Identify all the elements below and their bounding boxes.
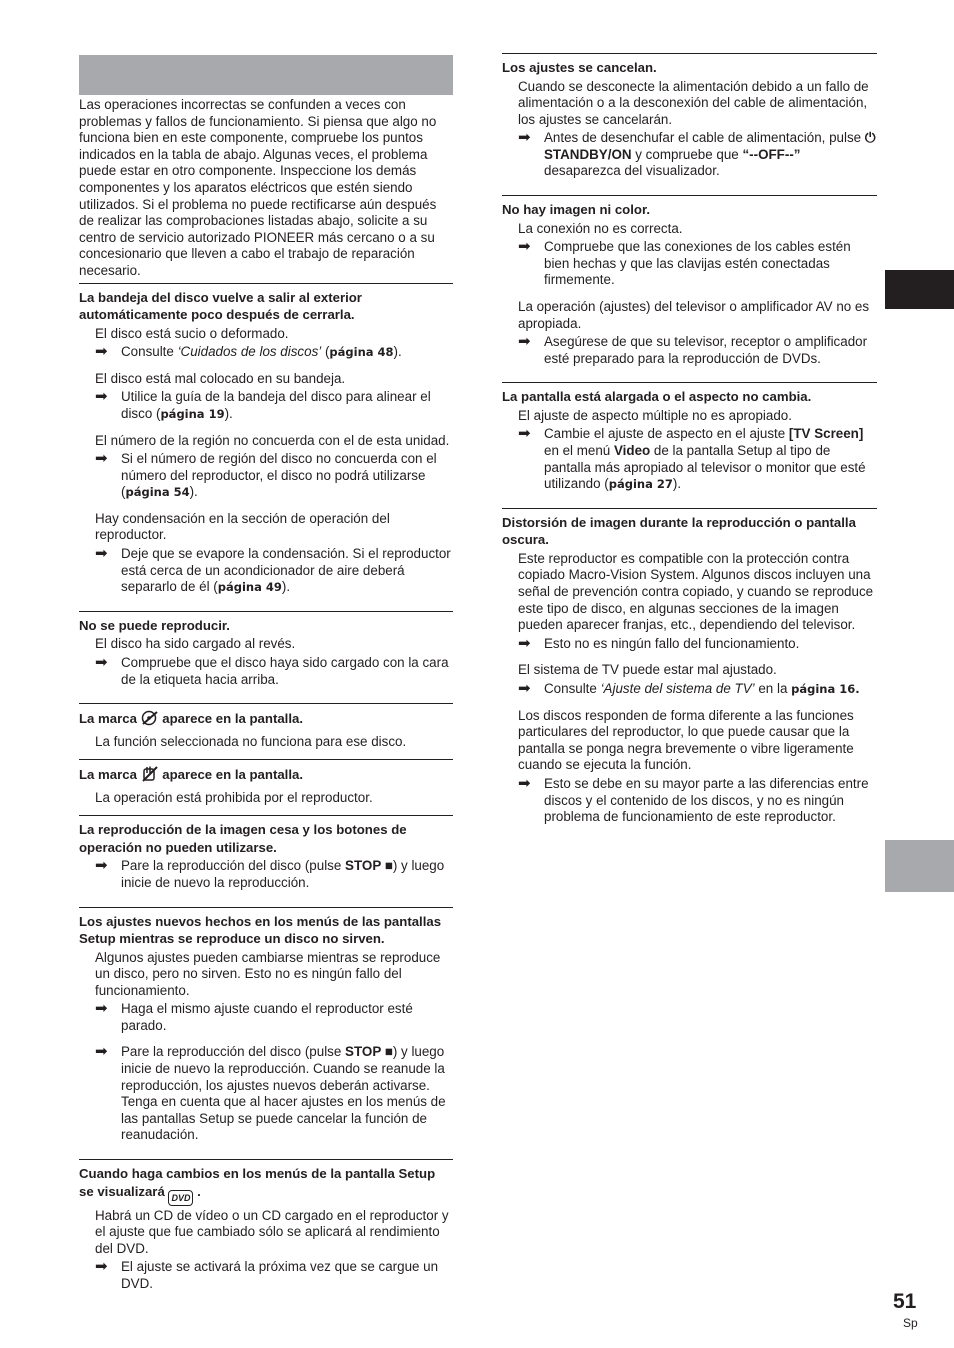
fix-item: ➡ Compruebe que las conexiones de los cables estén bien hechas y que las clavijas estén conectadas firmemente. bbox=[518, 238, 851, 288]
cause-item bbox=[95, 371, 453, 423]
cause-text: El número de la región no concuerda con el de esta unidad. bbox=[95, 432, 450, 448]
section-title: La bandeja del disco vuelve a salir al exterior automáticamente poco después de cerrarla. bbox=[79, 289, 362, 323]
fix-item: ➡ Utilice la guía de la bandeja del disco para alinear el disco (página 19). bbox=[95, 388, 431, 421]
section-dvd-icon-shown bbox=[79, 1159, 453, 1304]
arrow-icon: ➡ bbox=[95, 1000, 108, 1018]
section-title: La marca aparece en la pantalla. bbox=[79, 709, 453, 732]
fix-item: ➡ Pare la reproducción del disco (pulse STOP ■) y luego inicie de nuevo la reproducción. bbox=[95, 857, 445, 890]
fix-item: ➡ Consulte ‘Cuidados de los discos’ (página 48). bbox=[95, 343, 402, 361]
cause-text: La conexión no es correcta. bbox=[518, 220, 683, 236]
section-title: No hay imagen ni color. bbox=[502, 202, 651, 218]
cause-text: El sistema de TV puede estar mal ajustado. bbox=[518, 662, 777, 678]
cause-item bbox=[518, 79, 877, 181]
section-title: La pantalla está alargada o el aspecto no cambia. bbox=[502, 389, 812, 405]
cause-text: La función seleccionada no funciona para ese disco. bbox=[95, 733, 407, 749]
cause-text: Hay condensación en la sección de operación del reproductor. bbox=[95, 510, 390, 543]
cause-item bbox=[518, 408, 877, 493]
chapter-tab-marker bbox=[885, 840, 954, 892]
fix-item: ➡ Esto se debe en su mayor parte a las diferencias entre discos y el contenido de los discos, y no es ningún problema de funcionamiento de este reproductor. bbox=[518, 774, 869, 825]
section-no-picture bbox=[502, 195, 877, 379]
section-header-bar bbox=[79, 55, 453, 95]
cause-item bbox=[518, 551, 877, 653]
section-title: Cuando haga cambios en los menús de la pantalla Setup se visualizará DVD . bbox=[79, 1165, 453, 1206]
fix-item: ➡ Antes de desenchufar el cable de alimentación, pulse ⏻ STANDBY/ON y compruebe que “--OFF--” desaparezca del visualizador. bbox=[518, 129, 876, 179]
section-title: Los ajustes se cancelan. bbox=[502, 60, 657, 75]
cause-item bbox=[518, 299, 877, 367]
hand-prohibited-icon bbox=[141, 765, 159, 788]
cause-item bbox=[95, 511, 453, 596]
section-mark-prohibited bbox=[79, 759, 453, 812]
right-column bbox=[502, 53, 877, 838]
cause-text: Habrá un CD de vídeo o un CD cargado en el reproductor y el ajuste que fue cambiado sólo se aplicará al rendimiento del DVD. bbox=[95, 1207, 449, 1256]
disc-prohibited-icon bbox=[141, 709, 159, 732]
arrow-icon: ➡ bbox=[95, 857, 108, 875]
cause-text: Algunos ajustes pueden cambiarse mientras se reproduce un disco, pero no sirven. Esto no es ningún fallo del funcionamiento. bbox=[95, 949, 441, 998]
cause-item bbox=[95, 636, 453, 688]
arrow-icon: ➡ bbox=[518, 238, 531, 256]
fix-item: ➡ El ajuste se activará la próxima vez que se cargue un DVD. bbox=[95, 1258, 439, 1291]
cause-item bbox=[518, 221, 877, 289]
intro-paragraph: Las operaciones incorrectas se confunden a veces con problemas y fallos de funcionamiento. Si piensa que algo no funciona bien en este componente, compruebe los puntos indicados en la tabla de abajo. Algunas veces, el problema puede estar en otro componente. Inspeccione los demás componentes y los aparatos eléctricos que estén siendo utilizados. Si el problema no puede rectificarse aún después de realizar las comprobaciones listadas abajo, solicite a su centro de servicio autorizado PIONEER más cercano o a su concesionario que lleven a cabo el trabajo de reparación necesario. bbox=[79, 97, 437, 278]
fix-item: ➡ Esto no es ningún fallo del funcionamiento. bbox=[518, 634, 800, 652]
fix-item: ➡ Cambie el ajuste de aspecto en el ajuste [TV Screen] en el menú Video de la pantalla Setup al tipo de pantalla más apropiado al televisor o monitor que esté utilizando (página 27). bbox=[518, 425, 866, 492]
cause-text: Este reproductor es compatible con la protección contra copiado Macro-Vision System. Algunos discos incluyen una señal de prevención contra copiado, y cuando se reproduce este tipo de disco, en algunas secciones de la imagen pueden aparecer franjas, etc., dependiendo del televisor. bbox=[518, 550, 874, 633]
cause-text: La operación está prohibida por el reproductor. bbox=[95, 789, 373, 805]
cause-text: El disco está sucio o deformado. bbox=[95, 325, 289, 341]
cause-item bbox=[518, 708, 877, 826]
section-setup-changes-not-applied bbox=[79, 907, 453, 1157]
cause-item bbox=[518, 662, 877, 697]
section-playback-stops bbox=[79, 815, 453, 903]
arrow-icon: ➡ bbox=[95, 450, 108, 468]
cause-item bbox=[95, 790, 453, 807]
section-title: La reproducción de la imagen cesa y los botones de operación no pueden utilizarse. bbox=[79, 822, 407, 855]
cause-text: Los discos responden de forma diferente a las funciones particulares del reproductor, lo que puede causar que la pantalla se ponga negra brevemente o vibre ligeramente cuando se ejecuta la función. bbox=[518, 707, 854, 773]
arrow-icon: ➡ bbox=[518, 774, 531, 792]
cause-text: El disco ha sido cargado al revés. bbox=[95, 636, 296, 652]
arrow-icon: ➡ bbox=[95, 1043, 108, 1061]
dvd-icon: DVD bbox=[168, 1190, 193, 1206]
arrow-icon: ➡ bbox=[95, 343, 108, 361]
arrow-icon: ➡ bbox=[95, 545, 108, 563]
section-title: Distorsión de imagen durante la reproducción o pantalla oscura. bbox=[502, 514, 856, 548]
fix-item: ➡ Haga el mismo ajuste cuando el reproductor esté parado. bbox=[95, 1000, 413, 1033]
cause-item bbox=[95, 1208, 453, 1293]
section-mark-not-available bbox=[79, 703, 453, 756]
arrow-icon: ➡ bbox=[95, 388, 108, 406]
fix-item: ➡ Compruebe que el disco haya sido cargado con la cara de la etiqueta hacia arriba. bbox=[95, 653, 449, 687]
cause-item bbox=[95, 433, 453, 501]
section-title: La marca aparece en la pantalla. bbox=[79, 765, 453, 788]
cause-text: La operación (ajustes) del televisor o amplificador AV no es apropiada. bbox=[518, 298, 870, 331]
arrow-icon: ➡ bbox=[518, 129, 531, 147]
arrow-icon: ➡ bbox=[95, 1258, 108, 1276]
fix-item: ➡ Asegúrese de que su televisor, receptor o amplificador esté preparado para la reproducción de DVDs. bbox=[518, 333, 868, 366]
section-title: No se puede reproducir. bbox=[79, 617, 230, 633]
cause-text: El ajuste de aspecto múltiple no es apropiado. bbox=[518, 407, 792, 423]
page-language: Sp bbox=[903, 1316, 918, 1330]
cause-item bbox=[95, 950, 453, 1145]
cause-item bbox=[95, 326, 453, 361]
fix-item: ➡ Consulte ‘Ajuste del sistema de TV’ en la página 16. bbox=[518, 679, 860, 697]
fix-item: ➡ Deje que se evapore la condensación. Si el reproductor está cerca de un acondicionador de aire deberá separarlo de él (página 49). bbox=[95, 545, 451, 595]
arrow-icon: ➡ bbox=[518, 679, 531, 697]
cause-text: Cuando se desconecte la alimentación debido a un fallo de alimentación o a la desconexión del cable de alimentación, los ajustes se cancelarán. bbox=[518, 78, 869, 127]
cause-item bbox=[95, 734, 453, 751]
arrow-icon: ➡ bbox=[518, 425, 531, 443]
arrow-icon: ➡ bbox=[518, 634, 531, 652]
cause-text: El disco está mal colocado en su bandeja. bbox=[95, 370, 346, 386]
section-cannot-play bbox=[79, 611, 453, 700]
section-title: Los ajustes nuevos hechos en los menús de las pantallas Setup mientras se reproduce un disco no sirven. bbox=[79, 913, 442, 946]
section-aspect-ratio bbox=[502, 382, 877, 504]
section-tray-ejects bbox=[79, 283, 453, 608]
language-tab-marker bbox=[885, 270, 954, 309]
arrow-icon: ➡ bbox=[95, 653, 108, 671]
left-column bbox=[79, 97, 453, 1305]
section-settings-cancelled bbox=[502, 53, 877, 192]
page-number: 51 bbox=[893, 1290, 917, 1313]
cause-item bbox=[95, 858, 453, 891]
section-picture-distortion bbox=[502, 508, 877, 838]
fix-item: ➡ Pare la reproducción del disco (pulse STOP ■) y luego inicie de nuevo la reproducción. Cuando se reanude la reproducción, los ajustes nuevos deberán activarse. Tenga en cuenta que al hacer ajustes en los menús de las pantallas Setup se puede cancelar la función de reanudación. bbox=[95, 1043, 446, 1143]
fix-item: ➡ Si el número de región del disco no concuerda con el número del reproductor, el disco no podrá utilizarse (página 54). bbox=[95, 450, 437, 500]
arrow-icon: ➡ bbox=[518, 333, 531, 351]
